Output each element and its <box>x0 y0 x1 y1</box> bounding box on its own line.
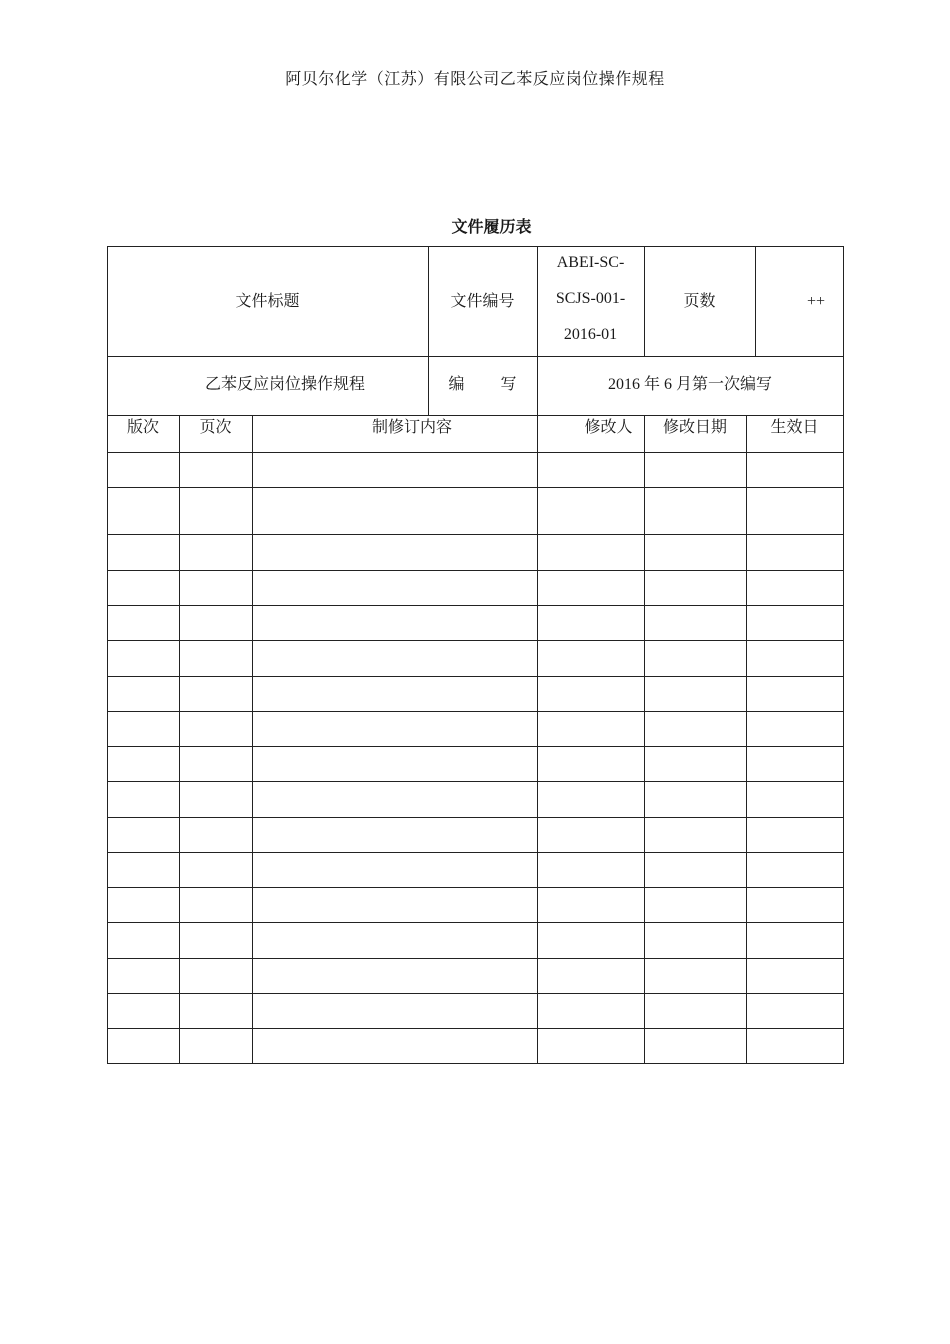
grid-line-horizontal <box>107 415 844 416</box>
history-cell <box>746 605 843 640</box>
grid-line-vertical <box>843 415 844 1064</box>
grid-line-horizontal <box>107 993 844 994</box>
grid-line-horizontal <box>107 922 844 923</box>
grid-line-horizontal <box>107 781 844 782</box>
history-cell <box>746 817 843 852</box>
grid-line-horizontal <box>107 817 844 818</box>
history-cell <box>746 958 843 993</box>
history-cell <box>107 746 179 781</box>
history-cell <box>537 781 644 817</box>
history-cell <box>537 817 644 852</box>
author-value-cell: 2016 年 6 月第一次编写 <box>607 376 772 394</box>
grid-line-vertical <box>428 246 429 416</box>
history-cell <box>537 570 644 605</box>
grid-line-vertical <box>644 246 645 357</box>
history-cell <box>252 958 537 993</box>
grid-line-horizontal <box>107 452 844 453</box>
history-cell <box>746 922 843 958</box>
history-cell <box>179 817 252 852</box>
grid-line-vertical <box>107 415 108 1064</box>
grid-line-horizontal <box>107 887 844 888</box>
history-cell <box>179 487 252 534</box>
grid-line-horizontal <box>107 852 844 853</box>
history-cell <box>252 452 537 487</box>
history-cell <box>252 487 537 534</box>
docno-label-cell: 文件编号 <box>450 292 515 310</box>
history-cell <box>537 487 644 534</box>
history-cell <box>746 640 843 676</box>
history-cell <box>107 781 179 817</box>
grid-line-horizontal <box>107 487 844 488</box>
grid-line-horizontal <box>107 605 844 606</box>
grid-line-horizontal <box>107 1028 844 1029</box>
history-cell <box>537 605 644 640</box>
history-cell <box>746 852 843 887</box>
grid-line-vertical <box>644 415 645 1064</box>
grid-line-vertical <box>537 246 538 416</box>
grid-line-horizontal <box>107 356 844 357</box>
history-cell <box>537 452 644 487</box>
history-cell <box>179 452 252 487</box>
history-cell <box>252 570 537 605</box>
history-cell <box>644 993 746 1028</box>
history-cell <box>107 570 179 605</box>
grid-line-horizontal <box>107 534 844 535</box>
history-cell <box>644 852 746 887</box>
history-cell <box>107 1028 179 1063</box>
author-label-cell <box>428 356 537 414</box>
history-cell <box>179 887 252 922</box>
history-cell <box>537 993 644 1028</box>
grid-line-horizontal <box>107 640 844 641</box>
history-cell <box>179 922 252 958</box>
history-cell <box>746 534 843 570</box>
grid-line-horizontal <box>107 676 844 677</box>
history-cell <box>179 640 252 676</box>
history-cell <box>107 887 179 922</box>
history-cell <box>644 676 746 711</box>
history-cell <box>252 781 537 817</box>
history-cell <box>746 1028 843 1063</box>
history-cell <box>537 887 644 922</box>
history-cell <box>746 993 843 1028</box>
history-cell <box>644 711 746 746</box>
history-cell <box>252 922 537 958</box>
grid-line-vertical <box>537 415 538 1064</box>
history-cell <box>179 958 252 993</box>
grid-line-horizontal <box>107 570 844 571</box>
col-header-reviser: 修改人 <box>584 419 633 436</box>
col-header-page: 页次 <box>199 419 232 436</box>
history-cell <box>252 852 537 887</box>
document-title: 文件履历表 <box>451 219 532 236</box>
history-cell <box>644 781 746 817</box>
pages-label-cell: 页数 <box>683 292 716 310</box>
history-cell <box>252 887 537 922</box>
history-cell <box>746 711 843 746</box>
history-cell <box>107 852 179 887</box>
running-header: 阿贝尔化学（江苏）有限公司乙苯反应岗位操作规程 <box>285 71 665 88</box>
docno-line-2: SCJS-001- <box>555 289 626 307</box>
history-cell <box>107 817 179 852</box>
col-header-effective-date: 生效日 <box>770 419 819 436</box>
grid-line-horizontal <box>107 711 844 712</box>
history-cell <box>644 887 746 922</box>
history-cell <box>537 746 644 781</box>
history-cell <box>644 1028 746 1063</box>
history-cell <box>252 676 537 711</box>
history-cell <box>644 534 746 570</box>
title-label-cell: 文件标题 <box>235 292 300 310</box>
history-cell <box>746 746 843 781</box>
history-cell <box>107 487 179 534</box>
history-cell <box>537 958 644 993</box>
grid-line-vertical <box>107 246 108 416</box>
history-cell <box>644 817 746 852</box>
history-cell <box>252 605 537 640</box>
author-label-a: 编 <box>448 376 465 394</box>
history-cell <box>252 746 537 781</box>
history-cell <box>252 711 537 746</box>
history-cell <box>107 534 179 570</box>
history-cell <box>746 887 843 922</box>
history-cell <box>644 746 746 781</box>
history-cell <box>252 817 537 852</box>
history-cell <box>537 852 644 887</box>
history-cell <box>179 605 252 640</box>
col-header-content: 制修订内容 <box>371 419 452 436</box>
col-header-edition: 版次 <box>126 419 159 436</box>
history-cell <box>179 1028 252 1063</box>
grid-line-vertical <box>843 246 844 416</box>
history-cell <box>179 711 252 746</box>
history-cell <box>746 781 843 817</box>
history-cell <box>179 746 252 781</box>
author-label-b: 写 <box>500 376 517 394</box>
history-cell <box>252 993 537 1028</box>
history-cell <box>107 922 179 958</box>
history-cell <box>537 640 644 676</box>
history-cell <box>746 487 843 534</box>
history-cell <box>252 534 537 570</box>
grid-line-vertical <box>755 246 756 357</box>
docno-line-1: ABEI-SC- <box>556 253 625 271</box>
history-cell <box>179 781 252 817</box>
history-cell <box>252 640 537 676</box>
history-cell <box>644 452 746 487</box>
history-cell <box>179 570 252 605</box>
grid-line-vertical <box>746 415 747 1064</box>
grid-line-horizontal <box>107 746 844 747</box>
history-cell <box>644 958 746 993</box>
history-cell <box>644 640 746 676</box>
history-cell <box>179 852 252 887</box>
col-header-revise-date: 修改日期 <box>662 419 727 436</box>
history-cell <box>107 711 179 746</box>
docno-value-cell <box>537 244 644 353</box>
history-cell <box>537 922 644 958</box>
history-cell <box>537 534 644 570</box>
history-cell <box>644 487 746 534</box>
history-cell <box>252 1028 537 1063</box>
history-cell <box>746 570 843 605</box>
history-cell <box>644 570 746 605</box>
history-cell <box>746 676 843 711</box>
grid-line-horizontal <box>107 958 844 959</box>
history-cell <box>179 676 252 711</box>
grid-line-vertical <box>252 415 253 1064</box>
docno-line-3: 2016-01 <box>563 325 618 343</box>
grid-line-horizontal <box>107 246 844 247</box>
pages-value-cell: ++ <box>806 292 825 310</box>
history-cell <box>537 1028 644 1063</box>
history-cell <box>107 676 179 711</box>
history-cell <box>107 993 179 1028</box>
history-cell <box>107 452 179 487</box>
title-value-cell: 乙苯反应岗位操作规程 <box>204 376 365 394</box>
history-cell <box>179 993 252 1028</box>
grid-line-horizontal <box>107 1063 844 1064</box>
history-cell <box>644 605 746 640</box>
history-cell <box>644 922 746 958</box>
history-cell <box>537 676 644 711</box>
history-cell <box>179 534 252 570</box>
history-cell <box>107 958 179 993</box>
history-cell <box>746 452 843 487</box>
history-cell <box>107 605 179 640</box>
history-cell <box>537 711 644 746</box>
grid-line-vertical <box>179 415 180 1064</box>
history-cell <box>107 640 179 676</box>
